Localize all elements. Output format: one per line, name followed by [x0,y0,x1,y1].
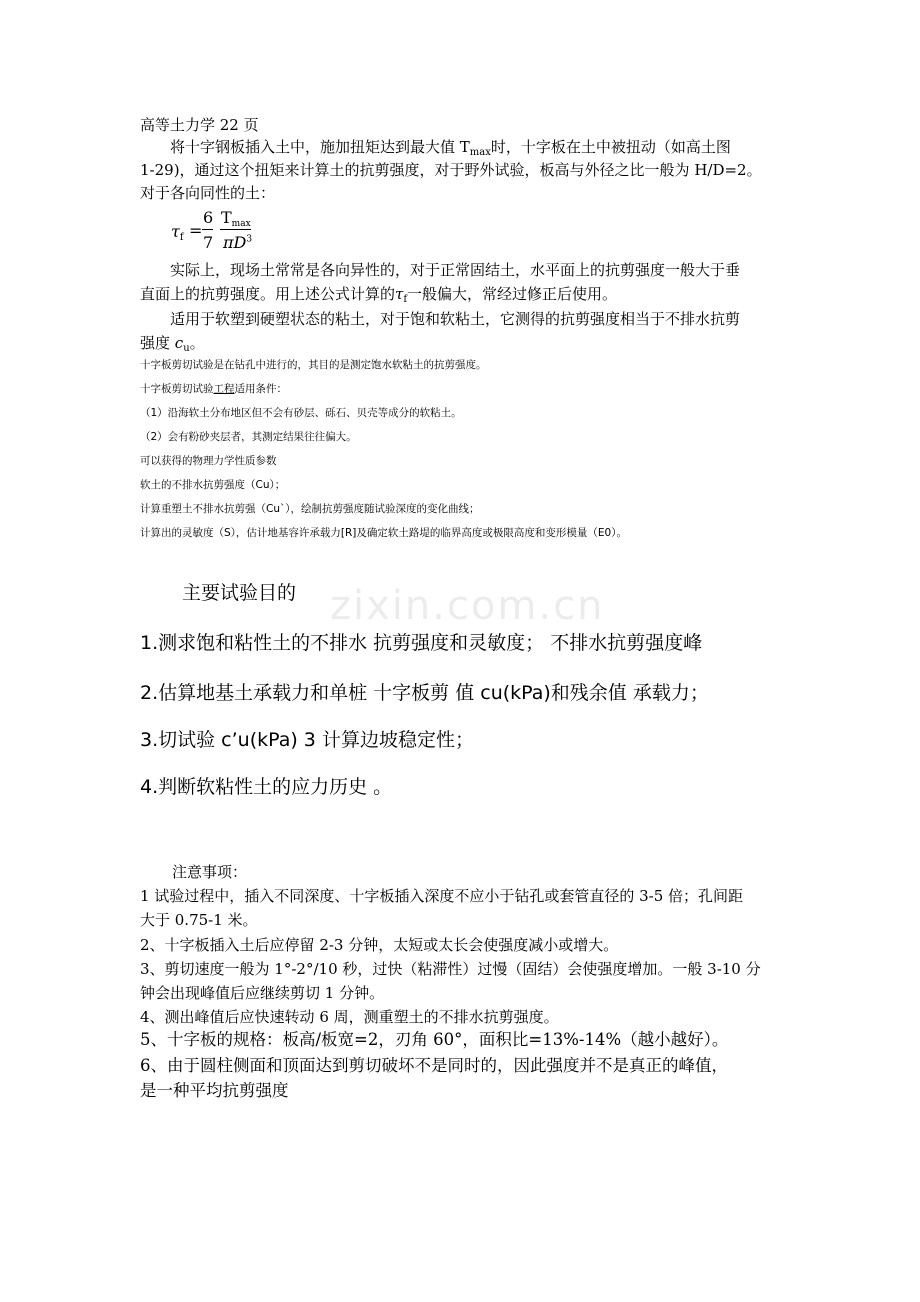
para2-tau: τ [395,285,404,303]
engineering-link[interactable]: 工程 [213,383,235,395]
formula-num2-sub: max [231,219,251,229]
para1-text-a: 将十字钢板插入土中，施加扭矩达到最大值 T [170,138,470,156]
small-line-2 [140,382,287,396]
formula-num1: 6 [203,208,214,227]
formula-num2-t: T [221,208,232,227]
small-line-1: 十字板剪切试验是在钻孔中进行的，其目的是测定饱水软粘土的抗剪强度。 [140,359,487,371]
note-2: 2、十字板插入土后应停留 2-3 分钟，太短或太长会使强度减小或增大。 [140,936,619,954]
formula-den2-sup: 3 [246,234,253,245]
note-5: 5、十字板的规格：板高/板宽=2，刃角 60°，面积比=13%-14%（越小越好）。 [140,1030,729,1049]
page-header: 高等土力学 22 页 [140,116,259,134]
small-line-8: 计算出的灵敏度（S），估计地基容许承载力[R]及确定软土路堤的临界高度或极限高度和变形模量（E0）。 [140,527,627,539]
formula-equals: = [189,221,203,240]
small-line-2-b: 适用条件： [234,383,287,395]
note-6-line-2: 是一种平均抗剪强度 [140,1081,289,1100]
small-line-6: 软土的不排水抗剪强度（Cu）； [140,479,286,491]
para2-text-a: 直面上的抗剪强度。用上述公式计算的 [140,285,396,303]
para3-text-b: 。 [189,334,205,352]
formula-num2 [221,208,251,227]
note-6-line-1: 6、由于圆柱侧面和顶面达到剪切破坏不是同时的，因此强度并不是真正的峰值， [140,1056,728,1075]
para3-line1: 适用于软塑到硬塑状态的粘土，对于饱和软粘土，它测得的抗剪强度相当于不排水抗剪 [170,310,741,328]
formula-tau-symbol: τ [171,222,180,241]
para3-text-a: 强度 [140,334,171,352]
note-1-line-2: 大于 0.75-1 米。 [140,911,258,929]
small-line-5: 可以获得的物理力学性质参数 [140,455,277,467]
formula-fraction-bar-2 [220,229,251,230]
purpose-item-4: 4.判断软粘性土的应力历史 。 [140,776,393,798]
para3-cu: c [174,334,184,352]
para1-text-b: 时，十字板在土中被扭动（如高土图 [490,138,731,156]
purpose-item-3: 3.切试验 c’u(kPa) 3 计算边坡稳定性； [140,729,474,751]
purpose-item-1: 1.测求饱和粘性土的不排水 抗剪强度和灵敏度； 不排水抗剪强度峰 [140,632,703,654]
formula-fraction-bar-1 [202,229,213,230]
shear-strength-formula [171,208,261,252]
small-line-4: （2）会有粉砂夹层者，其测定结果往往偏大。 [140,431,357,443]
para2-tau-sub: f [403,294,408,305]
note-3-line-1: 3、剪切速度一般为 1°-2°/10 秒，过快（粘滞性）过慢（固结）会使强度增加。一般 3-10 分 [140,960,761,978]
small-line-3: （1）沿海软土分布地区但不会有砂层、砾石、贝壳等成分的软粘土。 [140,407,462,419]
para2-text-b: 一般偏大，常经过修正后使用。 [407,285,618,303]
para3-cu-sub: u [183,343,190,354]
para1-line2: 1-29)，通过这个扭矩来计算土的抗剪强度，对于野外试验，板高与外径之比一般为 H/D=2。 [140,161,762,179]
purpose-title: 主要试验目的 [182,582,297,604]
formula-tau-sub: f [179,232,184,243]
note-3-line-2: 钟会出现峰值后应继续剪切 1 分钟。 [140,984,385,1002]
notes-title: 注意事项： [172,863,248,881]
small-line-2-a: 十字板剪切试验 [140,383,214,395]
purpose-item-2: 2.估算地基土承载力和单桩 十字板剪 值 cu(kPa)和残余值 承载力； [140,682,709,704]
tmax-subscript: max [469,147,491,158]
formula-den2-text: πD [223,233,247,252]
para2-line2 [140,283,617,305]
para2-line1: 实际上，现场土常常是各向异性的，对于正常固结土，水平面上的抗剪强度一般大于垂 [170,261,741,279]
para3-line2 [140,332,205,354]
formula-den1: 7 [203,233,214,252]
watermark: zixin.com.cn [330,583,605,629]
note-1-line-1: 1 试验过程中，插入不同深度、十字板插入深度不应小于钻孔或套管直径的 3-5 倍；孔间距 [140,887,744,905]
formula-den2 [223,233,252,252]
para1-line1 [170,136,731,158]
para1-line3: 对于各向同性的土： [140,184,276,202]
small-line-7: 计算重塑土不排水抗剪强（Cu`），绘制抗剪强度随试验深度的变化曲线； [140,503,480,515]
formula-tau [171,222,184,241]
note-4: 4、测出峰值后应快速转动 6 周，测重塑土的不排水抗剪强度。 [140,1008,559,1026]
